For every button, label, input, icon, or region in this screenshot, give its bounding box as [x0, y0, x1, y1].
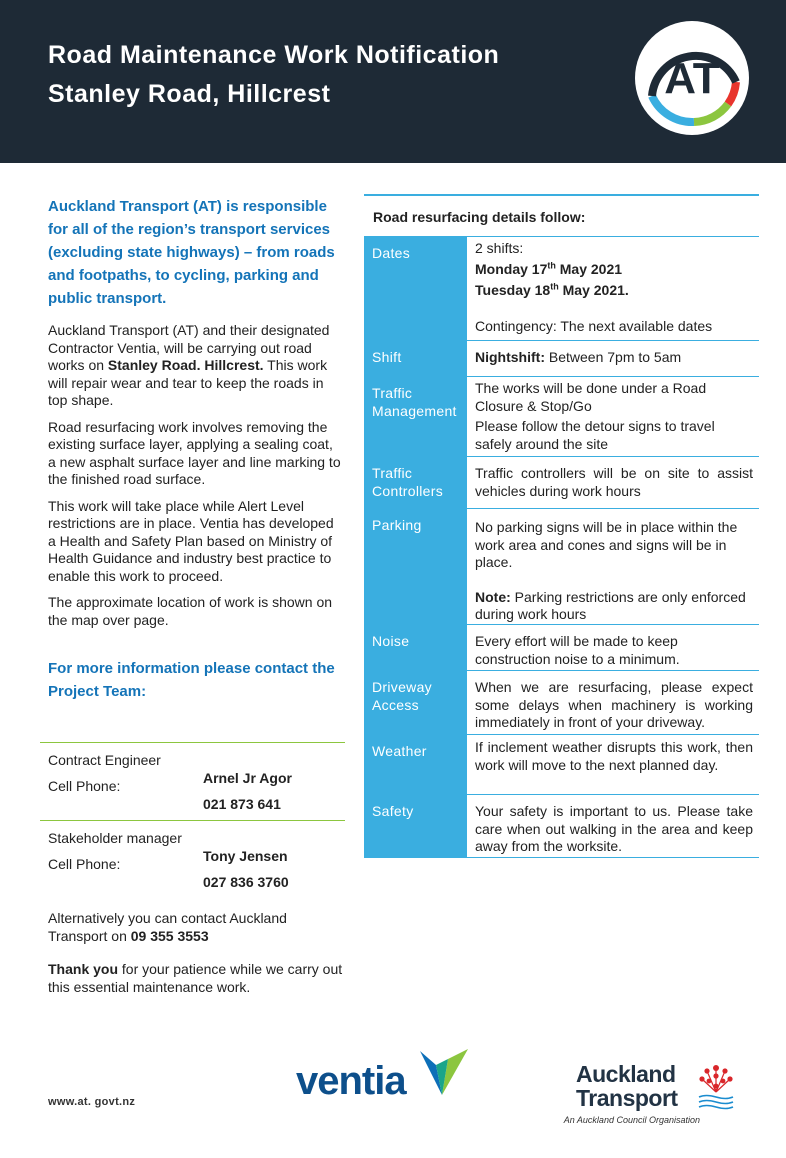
intro-statement: Auckland Transport (AT) is responsible for all of the region’s transport services (excluding state highways) – from roads and footpaths, to cycling, parking and public transport.	[48, 198, 335, 307]
contact-heading: For more information please contact the Project Team:	[48, 660, 335, 700]
svg-text:AT: AT	[664, 54, 720, 103]
ventia-logo	[296, 1045, 471, 1105]
contact-cell-label: Cell Phone:	[48, 778, 121, 794]
paragraph-map: The approximate location of work is shown on the map over page.	[48, 594, 333, 628]
row-traffic-controllers	[364, 456, 759, 508]
dates-contingency: Contingency: The next available dates	[475, 317, 713, 334]
dates-monday-month: May 2021	[555, 261, 623, 278]
ventia-leaf-icon	[418, 1045, 470, 1097]
row-value: When we are resurfacing, please expect some delays when machinery is working immediately in front of your driveway.	[475, 679, 753, 730]
row-value	[467, 509, 759, 624]
page-title	[48, 36, 499, 114]
row-driveway-access	[364, 670, 759, 734]
parking-note	[475, 589, 753, 624]
row-value	[467, 341, 759, 376]
row-value: If inclement weather disrupts this work, then work will move to the next planned day.	[475, 739, 753, 773]
auckland-line: Auckland	[576, 1061, 676, 1087]
paragraph-works-text-end: This work will repair wear and tear to keep the roads in top shape.	[48, 357, 328, 408]
row-value	[467, 237, 759, 340]
thank-you-text: for your patience while we carry out this essential maintenance work.	[48, 961, 343, 995]
alternative-contact	[48, 910, 343, 945]
dates-line-1	[475, 258, 753, 279]
row-value: Every effort will be made to keep construction noise to a minimum.	[475, 633, 680, 667]
shift-text: Between 7pm to 5am	[544, 349, 682, 365]
row-label: Shift	[364, 341, 467, 376]
header-banner	[0, 0, 786, 163]
row-label: Safety	[364, 795, 467, 857]
paragraph-works-location: Stanley Road. Hillcrest.	[107, 357, 264, 373]
row-noise	[364, 624, 759, 670]
alternative-text: Alternatively you can contact Auckland Transport on	[48, 910, 287, 944]
paragraph-alert-level: This work will take place while Alert Level restrictions are in place. Ventia has developed a Health and Safety Plan based on Ministry of Health Guidance and industry best practice to enable this work to proceed.	[48, 497, 334, 584]
dates-tuesday-sup: th	[550, 281, 559, 292]
dates-monday: Monday 17	[475, 261, 548, 278]
contact-phone[interactable]: 021 873 641	[203, 796, 281, 812]
contact-role: Contract Engineer	[48, 752, 161, 768]
contact-name: Arnel Jr Agor	[203, 770, 292, 786]
at-logo-icon	[632, 18, 752, 138]
row-traffic-management	[364, 376, 759, 456]
contacts-list	[40, 742, 345, 898]
thank-you-note	[48, 961, 343, 996]
transport-line: Transport	[576, 1085, 678, 1111]
left-column	[48, 195, 343, 712]
details-title: Road resurfacing details follow:	[364, 194, 759, 236]
details-table	[364, 194, 759, 858]
paragraph-works	[48, 322, 343, 410]
contact-role: Stakeholder manager	[48, 830, 182, 846]
row-value: Your safety is important to us. Please take care when out walking in the area and keep away from the worksite.	[475, 803, 753, 854]
row-safety	[364, 794, 759, 858]
thank-you-bold: Thank you	[48, 961, 119, 977]
row-weather	[364, 734, 759, 794]
ventia-wordmark: ventia	[296, 1059, 406, 1103]
contact-engineer	[40, 742, 345, 820]
paragraph-resurfacing: Road resurfacing work involves removing the existing surface layer, applying a sealing coat, a new asphalt surface layer and line marking to the finished road surface.	[48, 418, 341, 487]
contact-cell-label: Cell Phone:	[48, 856, 121, 872]
alternative-phone[interactable]: 09 355 3553	[130, 927, 209, 944]
row-label: Driveway Access	[364, 671, 467, 734]
auckland-council-tagline: An Auckland Council Organisation	[563, 1115, 700, 1125]
parking-note-text: Parking restrictions are only enforced during work hours	[475, 588, 746, 622]
auckland-transport-wordmark	[576, 1062, 678, 1110]
traffic-management-line-1: The works will be done under a Road Closure & Stop/Go	[475, 380, 707, 414]
row-value: Traffic controllers will be on site to assist vehicles during work hours	[475, 465, 753, 499]
shift-bold: Nightshift:	[475, 349, 545, 365]
row-label: Weather	[364, 735, 467, 794]
row-shift	[364, 340, 759, 376]
row-label: Traffic Controllers	[364, 457, 467, 508]
contact-phone[interactable]: 027 836 3760	[203, 874, 289, 890]
auckland-transport-logo	[540, 1058, 750, 1128]
dates-tuesday-month: May 2021.	[558, 282, 629, 299]
row-dates	[364, 236, 759, 340]
dates-tuesday: Tuesday 18	[475, 282, 551, 299]
dates-monday-sup: th	[547, 260, 556, 271]
row-label: Noise	[364, 625, 467, 670]
parking-text: No parking signs will be in place within the work area and cones and signs will be in place.	[475, 519, 738, 570]
title-line-2: Stanley Road, Hillcrest	[48, 80, 331, 108]
row-value	[467, 377, 759, 456]
dates-line-2	[475, 279, 753, 300]
contact-stakeholder-manager	[40, 820, 345, 898]
dates-shifts: 2 shifts:	[475, 240, 524, 256]
row-parking	[364, 508, 759, 624]
parking-note-bold: Note:	[475, 588, 511, 605]
row-label: Parking	[364, 509, 467, 624]
row-label: Traffic Management	[364, 377, 467, 456]
pohutukawa-flower-icon	[696, 1062, 736, 1112]
paragraph-works-text: Auckland Transport (AT) and their designated Contractor Ventia, will be carrying out road works on	[48, 322, 330, 373]
footer-url[interactable]: www.at. govt.nz	[48, 1096, 136, 1108]
row-label: Dates	[364, 237, 467, 340]
contact-name: Tony Jensen	[203, 848, 288, 864]
traffic-management-line-2: Please follow the detour signs to travel safely around the site	[475, 418, 715, 452]
title-line-1: Road Maintenance Work Notification	[48, 41, 500, 69]
